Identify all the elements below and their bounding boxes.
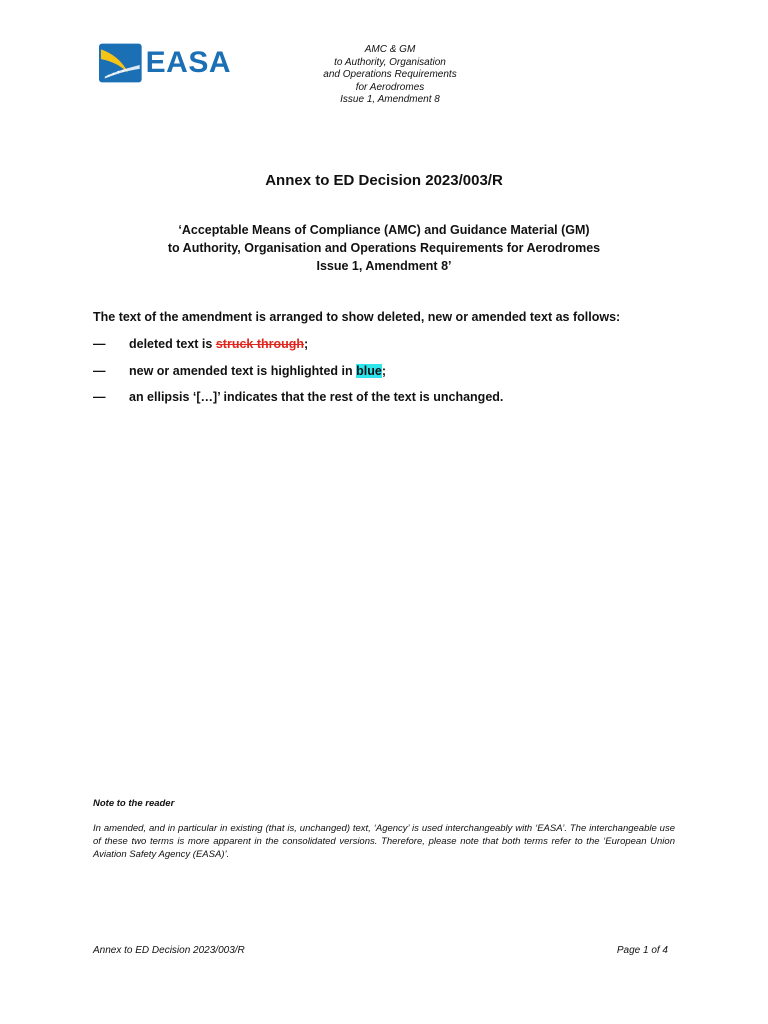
legend-punct: ;: [304, 337, 309, 351]
title-line: to Authority, Organisation and Operations Requirements for Aerodromes: [167, 241, 601, 255]
logo-text: EASA: [145, 46, 231, 79]
header-line: and Operations Requirements: [323, 69, 457, 80]
header-line: AMC & GM: [364, 44, 416, 55]
page-number: Page 1 of 4: [616, 945, 668, 956]
header-line: for Aerodromes: [355, 81, 425, 93]
struck-through-sample: struck through: [215, 337, 305, 351]
dash-bullet: —: [93, 363, 106, 378]
document-title: [0, 221, 768, 275]
header-line: Issue 1, Amendment 8: [340, 94, 440, 105]
header-line: to Authority, Organisation: [334, 56, 446, 68]
footer-document-ref: Annex to ED Decision 2023/003/R: [93, 945, 245, 956]
document-header: [300, 44, 480, 107]
easa-logo: [99, 42, 231, 84]
dash-bullet: —: [93, 337, 106, 351]
legend-text: an ellipsis ‘[…]’ indicates that the rest of the text is unchanged.: [129, 390, 504, 404]
intro-text: The text of the amendment is arranged to show deleted, new or amended text as follows:: [93, 310, 621, 324]
legend-text: new or amended text is highlighted in: [129, 363, 357, 378]
dash-bullet: —: [93, 390, 106, 404]
note-body: In amended, and in particular in existing (that is, unchanged) text, ‘Agency’ is used interchangeably with ‘EASA’. The interchangeable use of these two terms is more apparent in the consolidated versions. Therefore, please note that both terms refer to the ‘European Union Aviation Safety Agency (EASA)’.: [93, 823, 675, 860]
title-line: ‘Acceptable Means of Compliance (AMC) and Guidance Material (GM): [178, 223, 590, 237]
legend-punct: ;: [381, 363, 386, 378]
highlight-sample: blue: [356, 363, 382, 378]
note-title: Note to the reader: [93, 798, 175, 809]
annex-title: Annex to ED Decision 2023/003/R: [265, 172, 503, 189]
easa-logo-icon: [99, 43, 142, 83]
title-line: Issue 1, Amendment 8’: [316, 259, 452, 273]
legend-text: deleted text is: [129, 337, 216, 351]
